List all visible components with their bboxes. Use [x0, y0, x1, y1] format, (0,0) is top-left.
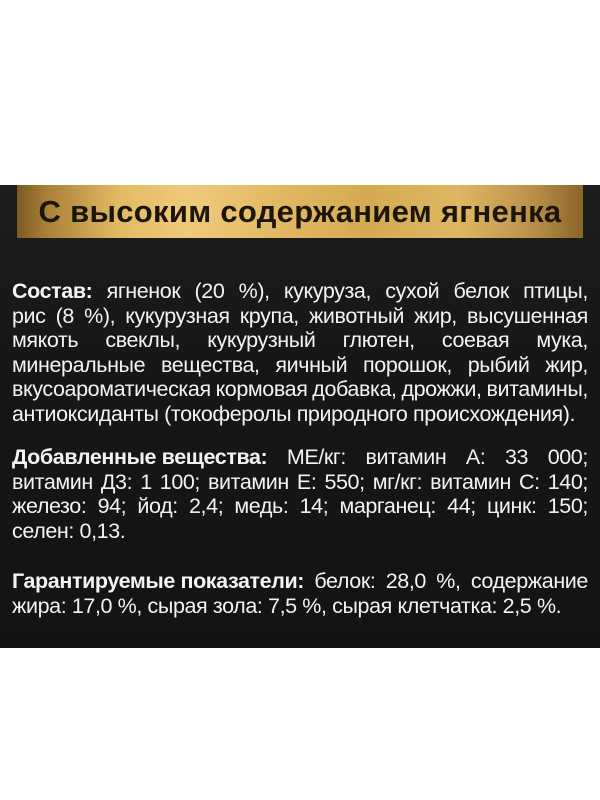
paragraph-label: Состав:: [12, 279, 93, 303]
info-panel: [0, 185, 600, 648]
label-text-block: [0, 279, 600, 618]
text-line: селен: 0,13.: [12, 518, 126, 543]
text-line: Состав: ягненок (20 %), кукуруза, сухой белок птицы,: [12, 279, 588, 303]
paragraph-label: Добавленные вещества:: [12, 445, 268, 469]
gold-highlight-banner: [17, 185, 583, 238]
paragraph-label: Гарантируемые показатели:: [12, 569, 305, 593]
text-line: вкусоароматическая кормовая добавка, дрожжи, витамины,: [12, 377, 588, 401]
text-line: витамин Д3: 1 100; витамин Е: 550; мг/кг: витамин С: 140;: [12, 469, 588, 494]
text-line: мякоть свеклы, кукурузный глютен, соевая мука,: [12, 328, 588, 352]
bottom-white-band: [0, 648, 600, 800]
banner-title: С высоким содержанием ягненка: [38, 193, 562, 229]
text-line: рис (8 %), кукурузная крупа, животный жир, высушенная: [12, 303, 588, 328]
text-line: Добавленные вещества: МЕ/кг: витамин А: 33 000;: [12, 445, 588, 469]
text-line: железо: 94; йод: 2,4; медь: 14; марганец: 44; цинк: 150;: [12, 494, 588, 518]
text-line: Гарантируемые показатели: белок: 28,0 %, содержание: [12, 569, 588, 593]
top-white-band: [0, 0, 600, 167]
text-line: жира: 17,0 %, сырая зола: 7,5 %, сырая клетчатка: 2,5 %.: [12, 593, 562, 618]
paragraph-composition: [12, 279, 588, 426]
paragraph-guaranteed-analysis: [12, 569, 588, 618]
text-line: антиоксиданты (токоферолы природного происхождения).: [12, 401, 576, 426]
paragraph-added-substances: [12, 445, 588, 543]
text-line: минеральные вещества, яичный порошок, рыбий жир,: [12, 352, 588, 377]
